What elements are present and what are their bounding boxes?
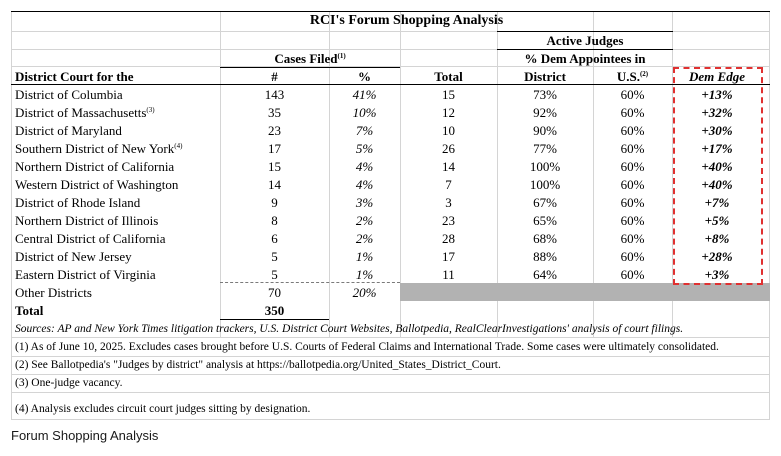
dem-edge-value: +40% bbox=[701, 159, 733, 174]
dem-edge-value: +8% bbox=[704, 231, 730, 246]
footnote-2: (2) See Ballotpedia's "Judges by district" analysis at https://ballotpedia.org/United_States_District_Court. bbox=[15, 359, 501, 371]
total-top-border bbox=[220, 319, 329, 320]
table-title: RCI's Forum Shopping Analysis bbox=[309, 13, 504, 28]
dem-edge-value: +30% bbox=[701, 123, 733, 138]
district-dem-pct: 67% bbox=[533, 195, 557, 210]
district-dem-pct: 64% bbox=[533, 267, 557, 282]
district-dem-pct: 100% bbox=[529, 159, 561, 174]
district-name bbox=[15, 248, 132, 265]
other-districts-label: Other Districts bbox=[15, 285, 92, 300]
district-dem-pct: 88% bbox=[533, 249, 557, 264]
district-name-text: Central District of California bbox=[15, 231, 166, 246]
cases-pct: 4% bbox=[355, 177, 374, 192]
cases-pct: 10% bbox=[352, 105, 377, 120]
district-name bbox=[15, 176, 178, 193]
district-name-text: Northern District of Illinois bbox=[15, 213, 159, 228]
cases-count: 143 bbox=[264, 87, 285, 102]
dem-edge-value: +7% bbox=[704, 195, 730, 210]
grid-line bbox=[11, 374, 770, 375]
grid-line bbox=[11, 419, 770, 420]
cases-count: 5 bbox=[271, 249, 278, 264]
dem-edge-value: +28% bbox=[701, 249, 733, 264]
image-caption: Forum Shopping Analysis bbox=[11, 428, 159, 443]
dem-edge-value: +40% bbox=[701, 177, 733, 192]
dem-edge-value: +3% bbox=[704, 267, 730, 282]
district-name-text: Northern District of California bbox=[15, 159, 175, 174]
us-dem-pct: 60% bbox=[620, 159, 645, 174]
gray-fill-region bbox=[400, 283, 770, 301]
cases-filed-label: Cases Filed bbox=[274, 51, 338, 66]
judges-total: 17 bbox=[442, 249, 455, 264]
district-name-text: Eastern District of Virginia bbox=[15, 267, 156, 282]
cases-count: 15 bbox=[268, 159, 281, 174]
cases-pct: 41% bbox=[352, 87, 377, 102]
cases-count: 6 bbox=[271, 231, 278, 246]
footnote-marker: (3) bbox=[146, 106, 155, 114]
us-dem-pct: 60% bbox=[620, 87, 645, 102]
judges-total: 23 bbox=[442, 213, 455, 228]
cases-pct: 5% bbox=[355, 141, 374, 156]
total-header: Total bbox=[434, 69, 463, 84]
spreadsheet-table bbox=[11, 11, 770, 420]
footnote-marker: (4) bbox=[174, 142, 183, 150]
district-name bbox=[15, 194, 140, 211]
judges-total: 26 bbox=[442, 141, 455, 156]
pct-header: % bbox=[358, 69, 371, 84]
other-districts-pct: 20% bbox=[352, 285, 377, 300]
cases-count: 23 bbox=[268, 123, 281, 138]
district-name-text: District of New Jersey bbox=[15, 249, 132, 264]
total-label: Total bbox=[15, 303, 44, 318]
active-judges-header: Active Judges bbox=[546, 33, 624, 48]
district-dem-pct: 90% bbox=[533, 123, 557, 138]
cases-pct: 2% bbox=[355, 231, 374, 246]
judges-total: 28 bbox=[442, 231, 455, 246]
district-name-text: Western District of Washington bbox=[15, 177, 179, 192]
district-dem-pct: 77% bbox=[533, 141, 557, 156]
district-dem-pct: 68% bbox=[533, 231, 557, 246]
district-name bbox=[15, 140, 182, 157]
dem-edge-value: +17% bbox=[701, 141, 733, 156]
footnote-3: (3) One-judge vacancy. bbox=[15, 377, 123, 389]
count-header: # bbox=[271, 69, 278, 84]
dem-edge-header: Dem Edge bbox=[689, 69, 745, 84]
district-header: District bbox=[524, 69, 566, 84]
district-name bbox=[15, 104, 155, 121]
cases-count: 8 bbox=[271, 213, 278, 228]
us-dem-pct: 60% bbox=[620, 213, 645, 228]
us-dem-pct: 60% bbox=[620, 231, 645, 246]
cases-count: 5 bbox=[271, 267, 278, 282]
us-label: U.S. bbox=[616, 69, 640, 84]
dem-edge-value: +13% bbox=[701, 87, 733, 102]
district-dem-pct: 73% bbox=[533, 87, 557, 102]
district-dem-pct: 65% bbox=[533, 213, 557, 228]
us-dem-pct: 60% bbox=[620, 267, 645, 282]
judges-total: 15 bbox=[442, 87, 455, 102]
other-districts-cases: 70 bbox=[268, 285, 281, 300]
cases-filed-header bbox=[220, 50, 400, 67]
cases-count: 35 bbox=[268, 105, 281, 120]
sources-note: Sources: AP and New York Times litigation trackers, U.S. District Court Websites, Ballotpedia, RealClearInvestigations' analysis of court filings. bbox=[15, 323, 684, 335]
district-name bbox=[15, 230, 166, 247]
pct-dem-appointees-header: % Dem Appointees in bbox=[524, 51, 646, 66]
district-name bbox=[15, 122, 122, 139]
cases-count: 9 bbox=[271, 195, 278, 210]
us-dem-pct: 60% bbox=[620, 195, 645, 210]
judges-total: 3 bbox=[445, 195, 452, 210]
cases-count: 17 bbox=[268, 141, 281, 156]
us-dem-pct: 60% bbox=[620, 249, 645, 264]
us-dem-pct: 60% bbox=[620, 105, 645, 120]
cases-count: 14 bbox=[268, 177, 281, 192]
us-header bbox=[593, 68, 672, 85]
judges-total: 14 bbox=[442, 159, 455, 174]
district-dem-pct: 92% bbox=[533, 105, 557, 120]
district-name bbox=[15, 158, 174, 175]
cases-pct: 3% bbox=[355, 195, 374, 210]
judges-total: 10 bbox=[442, 123, 455, 138]
judges-total: 12 bbox=[442, 105, 455, 120]
total-cases: 350 bbox=[264, 303, 285, 318]
us-dem-pct: 60% bbox=[620, 177, 645, 192]
district-name bbox=[15, 266, 156, 283]
judges-total: 11 bbox=[442, 267, 455, 282]
grid-line bbox=[11, 392, 770, 393]
footnote-1: (1) As of June 10, 2025. Excludes cases brought before U.S. Courts of Federal Claims and International Trade. Some cases were ultimately consolidated. bbox=[15, 341, 719, 353]
cases-pct: 2% bbox=[355, 213, 374, 228]
cases-pct: 7% bbox=[355, 123, 374, 138]
cases-pct: 1% bbox=[355, 249, 374, 264]
judges-total: 7 bbox=[445, 177, 452, 192]
district-name-text: District of Massachusetts bbox=[15, 105, 147, 120]
district-court-header: District Court for the bbox=[15, 69, 134, 84]
district-name bbox=[15, 212, 158, 229]
cases-pct: 1% bbox=[355, 267, 374, 282]
grid-line bbox=[11, 11, 12, 420]
dem-edge-value: +5% bbox=[704, 213, 730, 228]
us-dem-pct: 60% bbox=[620, 123, 645, 138]
cases-pct: 4% bbox=[355, 159, 374, 174]
us-dem-pct: 60% bbox=[620, 141, 645, 156]
district-dem-pct: 100% bbox=[529, 177, 561, 192]
district-name-text: District of Rhode Island bbox=[15, 195, 141, 210]
district-name-text: Southern District of New York bbox=[15, 141, 175, 156]
grid-line bbox=[769, 11, 770, 420]
district-name bbox=[15, 86, 123, 103]
district-name-text: District of Columbia bbox=[15, 87, 123, 102]
dem-edge-value: +32% bbox=[701, 105, 733, 120]
footnote-marker: (1) bbox=[337, 52, 346, 60]
district-name-text: District of Maryland bbox=[15, 123, 122, 138]
footnote-4: (4) Analysis excludes circuit court judges sitting by designation. bbox=[15, 403, 311, 415]
footnote-marker: (2) bbox=[639, 70, 649, 78]
